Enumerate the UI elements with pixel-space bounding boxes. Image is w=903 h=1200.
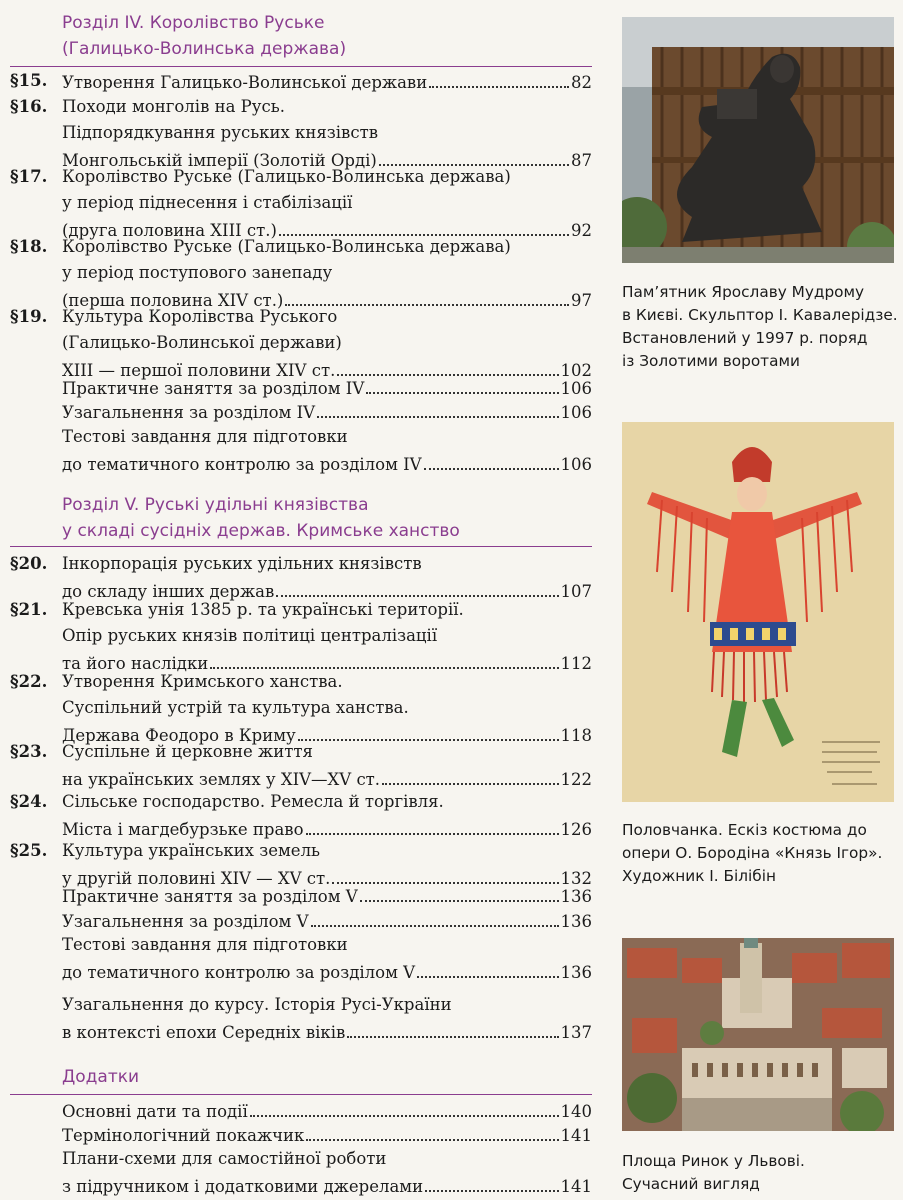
entry-title: Плани-схеми для самостійної роботи (62, 1149, 387, 1168)
entry-title: (друга половина XIII ст.) (62, 221, 277, 240)
dot-leader (285, 286, 569, 306)
page-number: 141 (560, 1126, 592, 1145)
dot-leader (317, 398, 558, 418)
market-square-caption (622, 1150, 902, 1196)
paragraph-number: §25. (10, 841, 48, 860)
entry-title: та його наслідки (62, 654, 209, 673)
entry-title: Утворення Галицько-Волинської держави (62, 73, 428, 92)
dot-leader (306, 815, 559, 835)
paragraph-number: §19. (10, 307, 48, 326)
dot-leader (279, 216, 569, 236)
page-number: 107 (560, 582, 592, 601)
section-5-title-line1: Розділ V. Руські удільні князівства (62, 495, 369, 515)
entry-title: Практичне заняття за розділом IV (62, 379, 365, 398)
entry-title: до тематичного контролю за розділом IV (62, 455, 422, 474)
appendix-heading (62, 1064, 139, 1090)
entry-title: (перша половина XIV ст.) (62, 291, 284, 310)
entry-title: Практичне заняття за розділом V (62, 887, 358, 906)
page-number: 136 (560, 912, 592, 931)
entry-title: до складу інших держав (62, 582, 275, 601)
dot-leader (429, 68, 569, 88)
costume-sketch-graphic (622, 422, 894, 802)
paragraph-number: §23. (10, 742, 48, 761)
caption-line: Художник І. Білібін (622, 867, 776, 885)
paragraph-number: §15. (10, 71, 48, 90)
page-number: 92 (571, 221, 592, 240)
entry-title: Опір руських князів політиці централізації (62, 626, 438, 645)
entry-title: в контексті епохи Середніх віків (62, 1023, 346, 1042)
page-number: 137 (560, 1023, 592, 1042)
appendix-title: Додатки (62, 1067, 140, 1087)
entry-title: XIII — першої половини XIV ст. (62, 361, 336, 380)
page-number: 87 (571, 151, 592, 170)
section-4-title-line1: Розділ IV. Королівство Руське (62, 13, 325, 33)
dot-leader (311, 907, 559, 927)
page-number: 136 (560, 887, 592, 906)
caption-line: Встановлений у 1997 р. поряд (622, 329, 868, 347)
market-square-photo (622, 938, 894, 1131)
dot-leader (347, 1018, 558, 1038)
caption-line: в Києві. Скульптор І. Кавалерідзе. (622, 306, 898, 324)
paragraph-number: §21. (10, 600, 48, 619)
entry-title: Узагальнення за розділом IV (62, 403, 316, 422)
page-number: 102 (560, 361, 592, 380)
caption-line: із Золотими воротами (622, 352, 800, 370)
entry-title: до тематичного контролю за розділом V (62, 963, 416, 982)
monument-caption (622, 281, 902, 373)
caption-line: Площа Ринок у Львові. (622, 1152, 805, 1170)
divider (10, 1094, 592, 1095)
page-number: 118 (560, 726, 592, 745)
entry-title: у період піднесення і стабілізації (62, 193, 353, 212)
paragraph-number: §20. (10, 554, 48, 573)
paragraph-number: §24. (10, 792, 48, 811)
entry-title: Походи монголів на Русь. (62, 97, 285, 116)
dot-leader (306, 1121, 558, 1141)
paragraph-number: §18. (10, 237, 48, 256)
entry-title: Узагальнення до курсу. Історія Русі-України (62, 995, 452, 1014)
caption-line: Половчанка. Ескіз костюма до (622, 821, 867, 839)
page-number: 141 (560, 1177, 592, 1196)
dot-leader (425, 1172, 558, 1192)
caption-line: Пам’ятник Ярославу Мудрому (622, 283, 865, 301)
caption-line: Сучасний вигляд (622, 1175, 760, 1193)
entry-title: Держава Феодоро в Криму (62, 726, 296, 745)
dot-leader (276, 577, 558, 597)
page-number: 132 (560, 869, 592, 888)
page-number: 106 (560, 455, 592, 474)
entry-title: Суспільний устрій та культура ханства. (62, 698, 409, 717)
entry-title: Сільське господарство. Ремесла й торгівля. (62, 792, 444, 811)
paragraph-number: §17. (10, 167, 48, 186)
page-number: 140 (560, 1102, 592, 1121)
entry-title: на українських землях у XIV—XV ст. (62, 770, 381, 789)
entry-title: у другій половині XIV — XV ст. (62, 869, 331, 888)
monument-photo-graphic (622, 17, 894, 263)
dot-leader (382, 765, 558, 785)
page-number: 122 (560, 770, 592, 789)
section-4-heading (62, 10, 346, 62)
dot-leader (250, 1097, 559, 1117)
entry-title: Королівство Руське (Галицько-Волинська держава) (62, 237, 511, 256)
entry-title: Підпорядкування руських князівств (62, 123, 378, 142)
dot-leader (379, 146, 569, 166)
page-number: 126 (560, 820, 592, 839)
dot-leader (424, 450, 559, 470)
entry-title: Культура Королівства Руського (62, 307, 338, 326)
entry-title: Основні дати та події (62, 1102, 248, 1121)
divider (10, 546, 592, 547)
entry-title: Королівство Руське (Галицько-Волинська держава) (62, 167, 511, 186)
entry-title: Тестові завдання для підготовки (62, 935, 348, 954)
dot-leader (366, 374, 558, 394)
entry-title: (Галицько-Волинської держави) (62, 333, 342, 352)
entry-title: у період поступового занепаду (62, 263, 333, 282)
entry-title: Інкорпорація руських удільних князівств (62, 554, 422, 573)
paragraph-number: §22. (10, 672, 48, 691)
dot-leader (332, 864, 558, 884)
dot-leader (360, 882, 559, 902)
entry-title: Утворення Кримського ханства. (62, 672, 343, 691)
entry-title: Культура українських земель (62, 841, 321, 860)
entry-title: Узагальнення за розділом V (62, 912, 309, 931)
dot-leader (337, 356, 558, 376)
dot-leader (417, 958, 558, 978)
entry-title: Суспільне й церковне життя (62, 742, 313, 761)
page-number: 136 (560, 963, 592, 982)
section-5-heading (62, 492, 460, 544)
entry-title: з підручником і додатковими джерелами (62, 1177, 424, 1196)
entry-title: Кревська унія 1385 р. та українські території. (62, 600, 464, 619)
dot-leader (210, 649, 558, 669)
page-number: 82 (571, 73, 592, 92)
page-number: 106 (560, 403, 592, 422)
section-5-title-line2: у складі сусідніх держав. Кримське ханство (62, 521, 460, 541)
costume-caption (622, 819, 902, 888)
caption-line: опери О. Бородіна «Князь Ігор». (622, 844, 883, 862)
entry-title: Міста і магдебурзьке право (62, 820, 304, 839)
page-number: 112 (560, 654, 592, 673)
market-square-graphic (622, 938, 894, 1131)
entry-title: Тестові завдання для підготовки (62, 427, 348, 446)
page-number: 97 (571, 291, 592, 310)
page-number: 106 (560, 379, 592, 398)
paragraph-number: §16. (10, 97, 48, 116)
costume-sketch-image (622, 422, 894, 802)
monument-photo (622, 17, 894, 263)
divider (10, 66, 592, 67)
entry-title: Термінологічний покажчик (62, 1126, 305, 1145)
dot-leader (298, 721, 559, 741)
section-4-title-line2: (Галицько-Волинська держава) (62, 39, 347, 59)
entry-title: Монгольській імперії (Золотій Орді) (62, 151, 377, 170)
